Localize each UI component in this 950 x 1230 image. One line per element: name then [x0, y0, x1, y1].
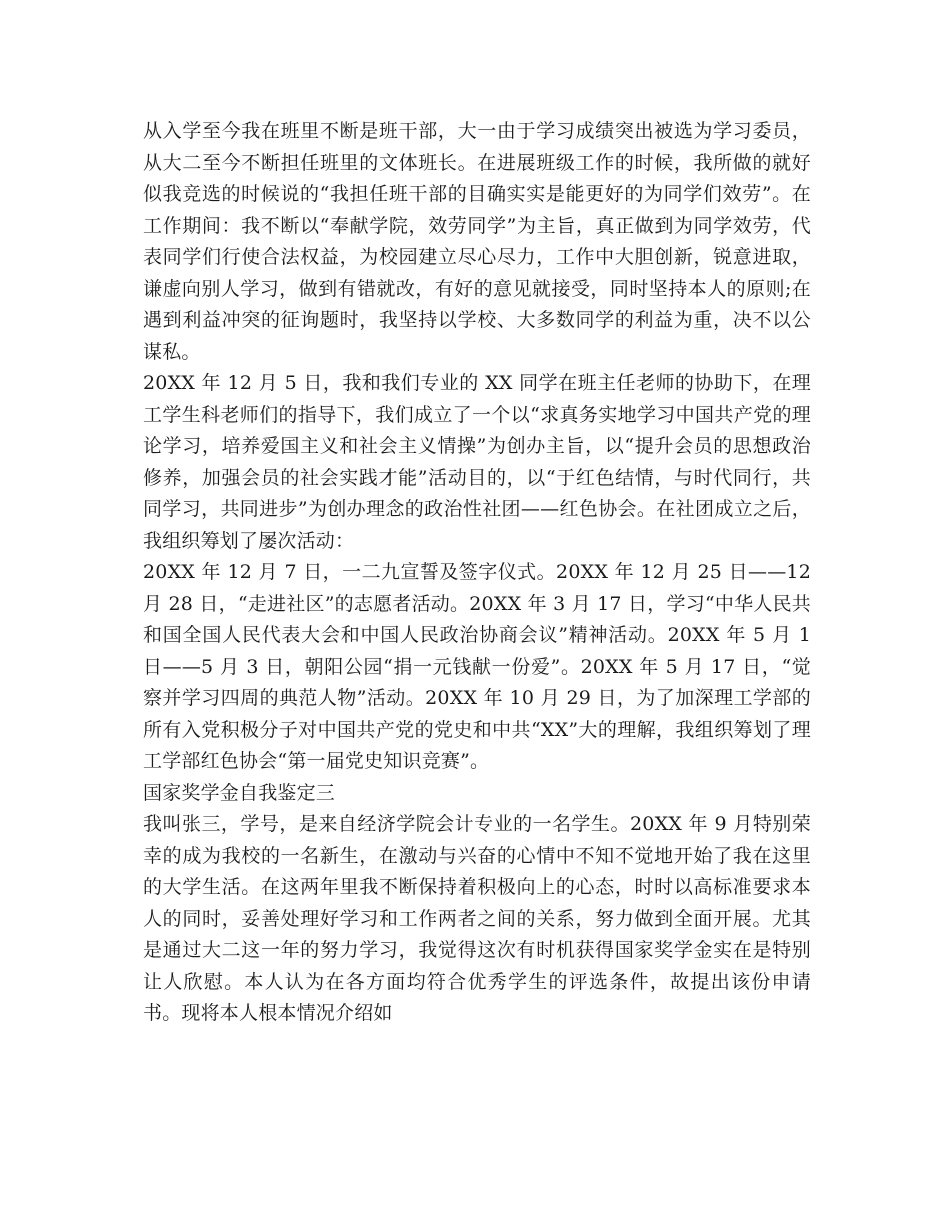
paragraph-activities: 20XX 年 12 月 7 日，一二九宣誓及签字仪式。20XX 年 12 月 25 日——12 月 28 日，“走进社区”的志愿者活动。20XX 年 3 月 17 日，学习“中华人民共和国全国人民代表大会和中国人民政治协商会议”精神活动。20XX 年 5 月 1 日——5 月 3 日，朝阳公园“捐一元钱献一份爱”。20XX 年 5 月 17 日，“觉察并学习四周的典范人物”活动。20XX 年 10 月 29 日，为了加深理工学部的所有入党积极分子对中国共产党的党史和中共“XX”大的理解，我组织筹划了理工学部红色协会“第一届党史知识竞赛”。: [143, 561, 811, 772]
paragraph-red-association: 20XX 年 12 月 5 日，我和我们专业的 XX 同学在班主任老师的协助下，在理工学生科老师们的指导下，我们成立了一个以“求真务实地学习中国共产党的理论学习，培养爱国主义和社会主义情操”为创办主旨，以“提升会员的思想政治修养，加强会员的社会实践才能”活动目的，以“于红色结情，与时代同行，共同学习，共同进步”为创办理念的政治性社团——红色协会。在社团成立之后，我组织筹划了屡次活动：: [143, 372, 811, 552]
section-title: 国家奖学金自我鉴定三: [143, 781, 336, 804]
document-body: [143, 116, 811, 1030]
paragraph-self-introduction: 我叫张三，学号，是来自经济学院会计专业的一名学生。20XX 年 9 月特别荣幸的成为我校的一名新生，在激动与兴奋的心情中不知不觉地开始了我在这里的大学生活。在这两年里我不断保持着积极向上的心态，时时以高标准要求本人的同时，妥善处理好学习和工作两者之间的关系，努力做到全面开展。尤其是通过大二这一年的努力学习，我觉得这次有时机获得国家奖学金实在是特别让人欣慰。本人认为在各方面均符合优秀学生的评选条件，故提出该份申请书。现将本人根本情况介绍如: [143, 813, 811, 1024]
paragraph-class-cadre: 从入学至今我在班里不断是班干部，大一由于学习成绩突出被选为学习委员，从大二至今不断担任班里的文体班长。在进展班级工作的时候，我所做的就好似我竞选的时候说的“我担任班干部的目确实实是能更好的为同学们效劳”。在工作期间：我不断以“奉献学院，效劳同学”为主旨，真正做到为同学效劳，代表同学们行使合法权益，为校园建立尽心尽力，工作中大胆创新，锐意进取，谦虚向别人学习，做到有错就改，有好的意见就接受，同时坚持本人的原则;在遇到利益冲突的征询题时，我坚持以学校、大多数同学的利益为重，决不以公谋私。: [143, 120, 811, 363]
